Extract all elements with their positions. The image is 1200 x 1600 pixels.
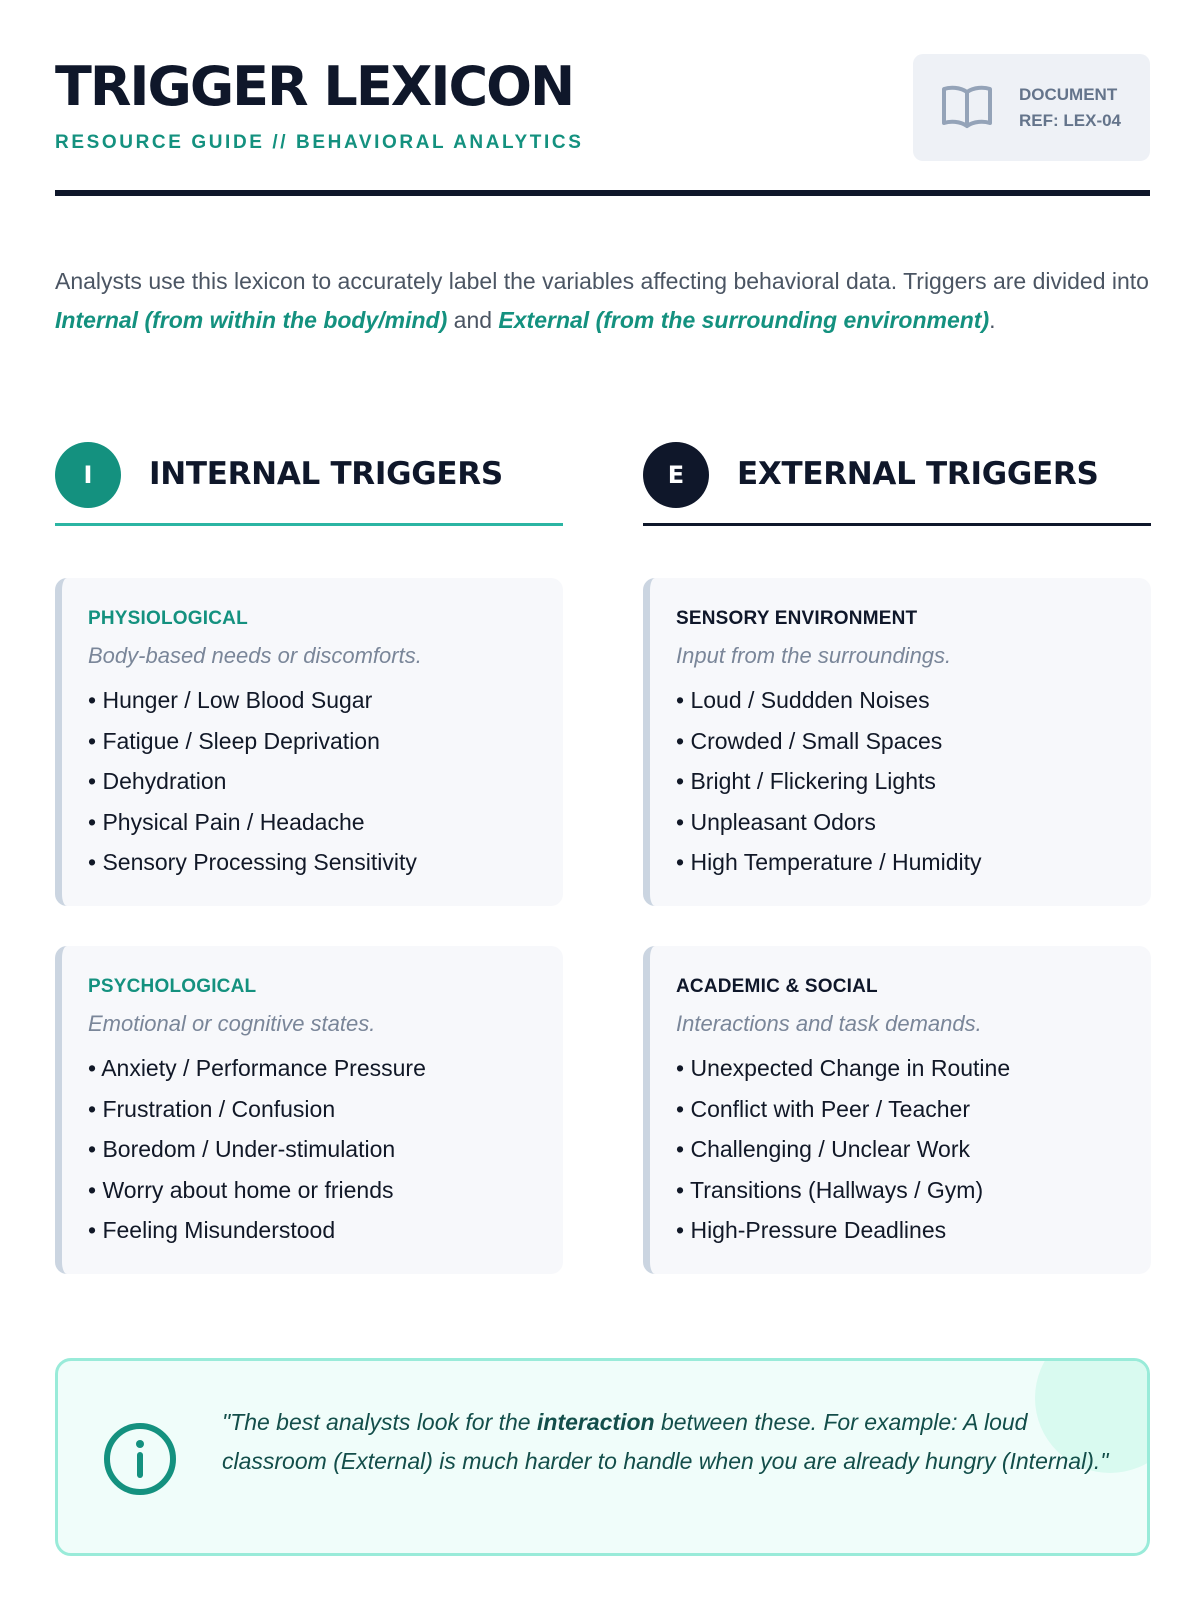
physiological-card bbox=[55, 578, 563, 906]
document-label: DOCUMENT bbox=[1019, 85, 1118, 104]
list-item: • Conflict with Peer / Teacher bbox=[676, 1089, 1151, 1130]
document-reference-card bbox=[913, 54, 1150, 161]
sensory-environment-card bbox=[643, 578, 1151, 906]
document-reference-text bbox=[1019, 82, 1121, 134]
psychological-card bbox=[55, 946, 563, 1274]
internal-triggers-header bbox=[55, 442, 563, 526]
list-item: • Physical Pain / Headache bbox=[88, 802, 563, 843]
card-description: Emotional or cognitive states. bbox=[88, 1011, 376, 1036]
intro-conjunction: and bbox=[447, 307, 499, 333]
card-description: Interactions and task demands. bbox=[676, 1011, 982, 1036]
list-item: • Boredom / Under-stimulation bbox=[88, 1129, 563, 1170]
analyst-tip-callout bbox=[55, 1358, 1150, 1556]
list-item: • Worry about home or friends bbox=[88, 1170, 563, 1211]
external-badge: E bbox=[643, 442, 709, 508]
external-triggers-header bbox=[643, 442, 1151, 526]
card-title: PSYCHOLOGICAL bbox=[88, 976, 257, 997]
academic-social-card bbox=[643, 946, 1151, 1274]
list-item: • Hunger / Low Blood Sugar bbox=[88, 680, 563, 721]
quote-text: "The best analysts look for the bbox=[222, 1409, 537, 1435]
book-open-icon bbox=[941, 82, 993, 132]
intro-text: Analysts use this lexicon to accurately label the variables affecting behavioral data. Triggers are divided into bbox=[55, 268, 1149, 294]
page-subtitle: RESOURCE GUIDE // BEHAVIORAL ANALYTICS bbox=[55, 132, 584, 153]
list-item: • Sensory Processing Sensitivity bbox=[88, 842, 563, 883]
document-header bbox=[55, 52, 1150, 196]
list-item: • Challenging / Unclear Work bbox=[676, 1129, 1151, 1170]
list-item: • Transitions (Hallways / Gym) bbox=[676, 1170, 1151, 1211]
list-item: • High-Pressure Deadlines bbox=[676, 1210, 1151, 1251]
list-item: • Loud / Suddden Noises bbox=[676, 680, 1151, 721]
internal-definition: Internal (from within the body/mind) bbox=[55, 307, 448, 333]
list-item: • Feeling Misunderstood bbox=[88, 1210, 563, 1251]
document-ref-code: REF: LEX-04 bbox=[1019, 111, 1122, 130]
trigger-list bbox=[88, 680, 563, 883]
page-title: TRIGGER LEXICON bbox=[55, 55, 574, 118]
list-item: • Crowded / Small Spaces bbox=[676, 721, 1151, 762]
external-definition: External (from the surrounding environment) bbox=[498, 307, 990, 333]
list-item: • Fatigue / Sleep Deprivation bbox=[88, 721, 563, 762]
list-item: • Dehydration bbox=[88, 761, 563, 802]
card-title: PHYSIOLOGICAL bbox=[88, 608, 248, 629]
card-title: ACADEMIC & SOCIAL bbox=[676, 976, 878, 997]
card-title: SENSORY ENVIRONMENT bbox=[676, 608, 918, 629]
list-item: • High Temperature / Humidity bbox=[676, 842, 1151, 883]
card-description: Input from the surroundings. bbox=[676, 643, 952, 668]
list-item: • Unexpected Change in Routine bbox=[676, 1048, 1151, 1089]
list-item: • Anxiety / Performance Pressure bbox=[88, 1048, 563, 1089]
quote-emphasis: interaction bbox=[537, 1409, 655, 1435]
list-item: • Frustration / Confusion bbox=[88, 1089, 563, 1130]
trigger-list bbox=[88, 1048, 563, 1251]
internal-badge: I bbox=[55, 442, 121, 508]
list-item: • Bright / Flickering Lights bbox=[676, 761, 1151, 802]
trigger-list bbox=[676, 1048, 1151, 1251]
card-description: Body-based needs or discomforts. bbox=[88, 643, 422, 668]
list-item: • Unpleasant Odors bbox=[676, 802, 1151, 843]
intro-paragraph bbox=[55, 262, 1150, 340]
quote-text: between these. For example: A loud classroom (External) is much harder to handle when you are already hungry (Internal)." bbox=[222, 1409, 1109, 1474]
intro-end: . bbox=[989, 307, 996, 333]
external-triggers-title: EXTERNAL TRIGGERS bbox=[737, 456, 1099, 492]
internal-triggers-title: INTERNAL TRIGGERS bbox=[149, 456, 503, 492]
analyst-quote bbox=[222, 1403, 1122, 1481]
trigger-list bbox=[676, 680, 1151, 883]
info-icon bbox=[103, 1422, 177, 1496]
